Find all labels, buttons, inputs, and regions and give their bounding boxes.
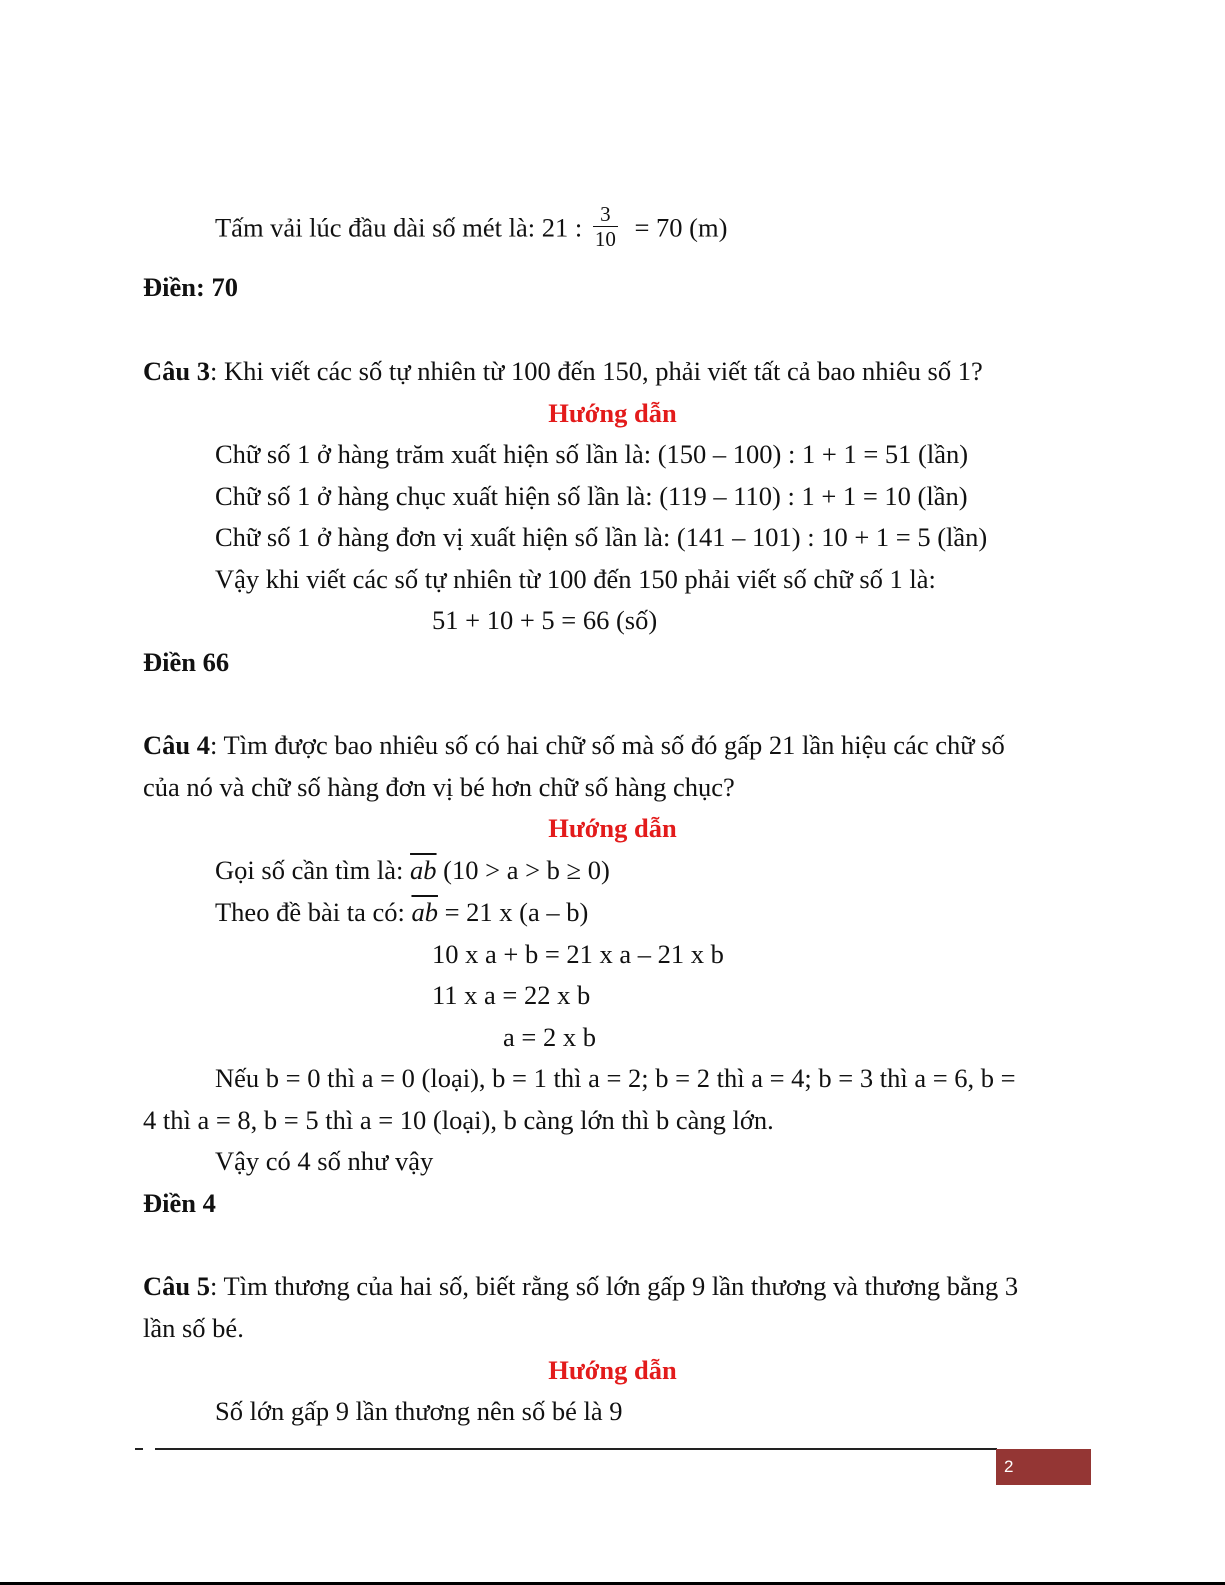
question-5-text-1: : Tìm thương của hai số, biết rằng số lớn gấp 9 lần thương và thương bằng 3 (210, 1271, 1019, 1301)
answer-4: Điền 4 (143, 1188, 216, 1218)
q4-step-4: 11 x a = 22 x b (432, 980, 591, 1010)
question-3-text: : Khi viết các số tự nhiên từ 100 đến 150, phải viết tất cả bao nhiêu số 1? (210, 356, 983, 386)
answer-2: Điền: 70 (143, 272, 238, 302)
q3-step-3: Chữ số 1 ở hàng đơn vị xuất hiện số lần là: (141 – 101) : 10 + 1 = 5 (lần) (215, 522, 988, 552)
q3-step-2: Chữ số 1 ở hàng chục xuất hiện số lần là: (119 – 110) : 1 + 1 = 10 (lần) (215, 481, 968, 511)
question-5-label: Câu 5 (143, 1271, 211, 1301)
question-4-text-1: : Tìm được bao nhiêu số có hai chữ số mà số đó gấp 21 lần hiệu các chữ số (210, 730, 1005, 760)
q4-step-1-pre: Gọi số cần tìm là: (215, 855, 411, 885)
question-4 (143, 728, 1005, 762)
fraction-line-result: = 70 (m) (634, 212, 728, 243)
fraction-line-text: Tấm vải lúc đầu dài số mét là: 21 : (215, 212, 583, 243)
q5-step-1: Số lớn gấp 9 lần thương nên số bé là 9 (215, 1396, 623, 1426)
q3-step-1: Chữ số 1 ở hàng trăm xuất hiện số lần là: (150 – 100) : 1 + 1 = 51 (lần) (215, 439, 969, 469)
page-number-badge (996, 1449, 1091, 1485)
question-4-text-2: của nó và chữ số hàng đơn vị bé hơn chữ số hàng chục? (143, 772, 735, 802)
question-5-text-2: lần số bé. (143, 1313, 244, 1343)
q4-step-1-post: (10 > a > b ≥ 0) (436, 855, 610, 885)
q4-step-8: Vậy có 4 số như vậy (215, 1146, 434, 1176)
footer-rule (155, 1448, 997, 1450)
fraction-denominator: 10 (594, 227, 616, 251)
q4-step-2-pre: Theo đề bài ta có: (215, 897, 412, 927)
q4-step-1 (215, 853, 610, 887)
guide-heading-4: Hướng dẫn (548, 813, 677, 843)
q4-step-6: Nếu b = 0 thì a = 0 (loại), b = 1 thì a = 2; b = 2 thì a = 4; b = 3 thì a = 6, b = (215, 1063, 1016, 1093)
guide-heading-5: Hướng dẫn (548, 1355, 677, 1385)
guide-heading-3: Hướng dẫn (548, 398, 677, 428)
page-number: 2 (1004, 1457, 1014, 1476)
overline-ab: $\overline{ab}$ (411, 897, 438, 927)
question-3-label: Câu 3 (143, 356, 211, 386)
footer-dash (135, 1448, 143, 1450)
fraction-line (215, 202, 728, 255)
q4-step-2 (215, 895, 588, 929)
question-3 (143, 354, 983, 388)
overline-ab: $\overline{ab}$ (410, 855, 437, 885)
question-5 (143, 1269, 1018, 1303)
question-4-label: Câu 4 (143, 730, 211, 760)
fraction-numerator: 3 (593, 202, 618, 227)
answer-3: Điền 66 (143, 647, 230, 677)
q3-step-4: Vậy khi viết các số tự nhiên từ 100 đến 150 phải viết số chữ số 1 là: (215, 564, 936, 594)
q3-step-5: 51 + 10 + 5 = 66 (số) (432, 605, 658, 635)
q4-step-3: 10 x a + b = 21 x a – 21 x b (432, 939, 724, 969)
q4-step-5: a = 2 x b (503, 1022, 596, 1052)
q4-step-2-post: = 21 x (a – b) (437, 897, 589, 927)
q4-step-7: 4 thì a = 8, b = 5 thì a = 10 (loại), b càng lớn thì b càng lớn. (143, 1105, 774, 1135)
fraction (593, 202, 618, 251)
